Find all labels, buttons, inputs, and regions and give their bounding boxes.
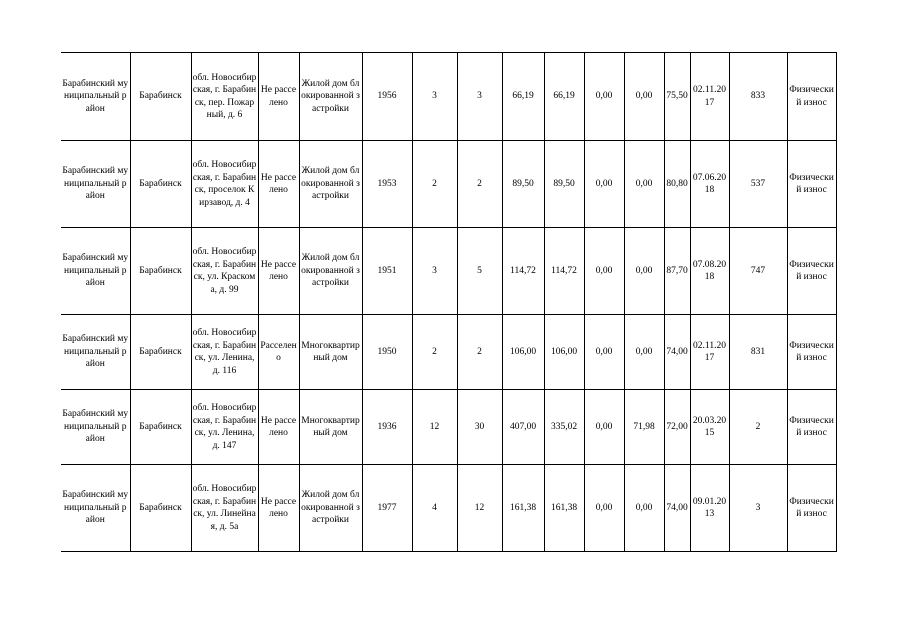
doc-number-cell: 2	[729, 390, 787, 465]
status-cell: Не расселено	[258, 465, 299, 552]
date-cell: 02.11.2017	[690, 53, 729, 141]
address-cell: обл. Новосибирская, г. Барабинск, пер. Пожарный, д. 6	[191, 53, 258, 141]
district-cell: Барабинский муниципальный район	[61, 141, 130, 228]
reason-cell: Физический износ	[787, 141, 836, 228]
year-cell: 1956	[362, 53, 412, 141]
city-cell: Барабинск	[130, 228, 191, 315]
wear-cell: 72,00	[664, 390, 690, 465]
area-cell: 0,00	[584, 390, 624, 465]
count-cell: 2	[412, 141, 457, 228]
table-row	[61, 53, 836, 141]
doc-number-cell: 537	[729, 141, 787, 228]
area-cell: 0,00	[624, 465, 664, 552]
total-area-cell: 106,00	[502, 315, 544, 390]
district-cell: Барабинский муниципальный район	[61, 315, 130, 390]
building-type-cell: Жилой дом блокированной застройки	[299, 141, 362, 228]
address-cell: обл. Новосибирская, г. Барабинск, ул. Краскома, д. 99	[191, 228, 258, 315]
reason-cell: Физический износ	[787, 228, 836, 315]
reason-cell: Физический износ	[787, 465, 836, 552]
address-cell: обл. Новосибирская, г. Барабинск, ул. Ленина, д. 116	[191, 315, 258, 390]
wear-cell: 87,70	[664, 228, 690, 315]
wear-cell: 75,50	[664, 53, 690, 141]
address-cell: обл. Новосибирская, г. Барабинск, ул. Линейная, д. 5а	[191, 465, 258, 552]
date-cell: 02.11.2017	[690, 315, 729, 390]
living-area-cell: 114,72	[544, 228, 584, 315]
year-cell: 1950	[362, 315, 412, 390]
living-area-cell: 106,00	[544, 315, 584, 390]
living-area-cell: 335,02	[544, 390, 584, 465]
area-cell: 0,00	[584, 465, 624, 552]
district-cell: Барабинский муниципальный район	[61, 228, 130, 315]
total-area-cell: 89,50	[502, 141, 544, 228]
table-row	[61, 141, 836, 228]
building-type-cell: Многоквартирный дом	[299, 315, 362, 390]
count-cell: 12	[457, 465, 502, 552]
wear-cell: 80,80	[664, 141, 690, 228]
district-cell: Барабинский муниципальный район	[61, 465, 130, 552]
status-cell: Не расселено	[258, 228, 299, 315]
status-cell: Не расселено	[258, 53, 299, 141]
date-cell: 07.08.2018	[690, 228, 729, 315]
count-cell: 3	[412, 53, 457, 141]
living-area-cell: 66,19	[544, 53, 584, 141]
doc-number-cell: 3	[729, 465, 787, 552]
year-cell: 1936	[362, 390, 412, 465]
count-cell: 2	[457, 141, 502, 228]
building-type-cell: Многоквартирный дом	[299, 390, 362, 465]
year-cell: 1951	[362, 228, 412, 315]
area-cell: 0,00	[584, 141, 624, 228]
count-cell: 2	[412, 315, 457, 390]
total-area-cell: 66,19	[502, 53, 544, 141]
housing-table-page	[61, 52, 837, 552]
city-cell: Барабинск	[130, 53, 191, 141]
city-cell: Барабинск	[130, 390, 191, 465]
living-area-cell: 89,50	[544, 141, 584, 228]
doc-number-cell: 831	[729, 315, 787, 390]
status-cell: Расселено	[258, 315, 299, 390]
address-cell: обл. Новосибирская, г. Барабинск, проселок Кирзавод, д. 4	[191, 141, 258, 228]
year-cell: 1953	[362, 141, 412, 228]
area-cell: 0,00	[584, 228, 624, 315]
city-cell: Барабинск	[130, 465, 191, 552]
address-cell: обл. Новосибирская, г. Барабинск, ул. Ленина, д. 147	[191, 390, 258, 465]
status-cell: Не расселено	[258, 390, 299, 465]
date-cell: 09.01.2013	[690, 465, 729, 552]
reason-cell: Физический износ	[787, 390, 836, 465]
table-row	[61, 465, 836, 552]
table-row	[61, 315, 836, 390]
emergency-housing-table	[61, 52, 837, 552]
total-area-cell: 161,38	[502, 465, 544, 552]
area-cell: 0,00	[624, 53, 664, 141]
status-cell: Не расселено	[258, 141, 299, 228]
reason-cell: Физический износ	[787, 53, 836, 141]
total-area-cell: 407,00	[502, 390, 544, 465]
area-cell: 0,00	[624, 141, 664, 228]
date-cell: 07.06.2018	[690, 141, 729, 228]
area-cell: 0,00	[584, 53, 624, 141]
doc-number-cell: 833	[729, 53, 787, 141]
city-cell: Барабинск	[130, 141, 191, 228]
building-type-cell: Жилой дом блокированной застройки	[299, 465, 362, 552]
wear-cell: 74,00	[664, 465, 690, 552]
reason-cell: Физический износ	[787, 315, 836, 390]
city-cell: Барабинск	[130, 315, 191, 390]
total-area-cell: 114,72	[502, 228, 544, 315]
living-area-cell: 161,38	[544, 465, 584, 552]
doc-number-cell: 747	[729, 228, 787, 315]
year-cell: 1977	[362, 465, 412, 552]
table-row	[61, 228, 836, 315]
wear-cell: 74,00	[664, 315, 690, 390]
count-cell: 3	[457, 53, 502, 141]
table-row	[61, 390, 836, 465]
date-cell: 20.03.2015	[690, 390, 729, 465]
district-cell: Барабинский муниципальный район	[61, 390, 130, 465]
area-cell: 0,00	[624, 315, 664, 390]
count-cell: 3	[412, 228, 457, 315]
building-type-cell: Жилой дом блокированной застройки	[299, 53, 362, 141]
count-cell: 4	[412, 465, 457, 552]
area-cell: 71,98	[624, 390, 664, 465]
area-cell: 0,00	[624, 228, 664, 315]
area-cell: 0,00	[584, 315, 624, 390]
count-cell: 2	[457, 315, 502, 390]
building-type-cell: Жилой дом блокированной застройки	[299, 228, 362, 315]
count-cell: 12	[412, 390, 457, 465]
count-cell: 5	[457, 228, 502, 315]
count-cell: 30	[457, 390, 502, 465]
district-cell: Барабинский муниципальный район	[61, 53, 130, 141]
